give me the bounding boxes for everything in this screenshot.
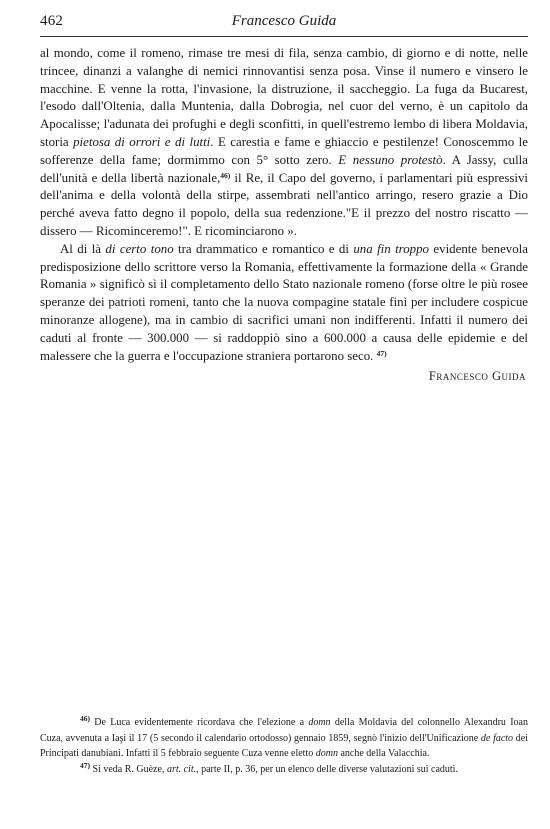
text-run: tra drammatico e romantico e di	[173, 241, 354, 256]
footnote-47	[40, 762, 528, 778]
header-rule	[40, 36, 528, 37]
author-signature: Francesco Guida	[428, 369, 526, 384]
footnote-marker: 47)	[80, 760, 90, 770]
text-run: al mondo, come il romeno, rimase tre mesi di fila, senza cambio, di giorno e di notte, nelle trincee, dinanzi a valanghe di nemici rinnovantisi senza posa. Vinse il numero e vinsero le macchine. E venne la rotta, l'invasione, la distruzione, il saccheggio. La fuga da Bucarest, l'esodo dall'Oltenia, dalla Muntenia, dalla Dobrogia, nel cuor del verno, è un capitolo da Apocalisse; l'adunata dei profughi e degli sconfitti, in quell'estremo lembo di libera Moldavia, storia	[40, 46, 528, 149]
text-run: della Moldavia del colonnello Alexandru Ioan Cuza, avvenuta a Iaşi il 17 (5 secondo il calendario ortodosso) gennaio 1859, segnò l'inizio dell'Unificazione	[40, 717, 528, 744]
text-run: Al di là	[60, 241, 106, 256]
page-number: 462	[40, 13, 64, 29]
italic-run: E nessuno protestò	[338, 152, 443, 167]
italic-run: domn	[315, 748, 338, 760]
italic-run: pietosa di orrori e di lutti	[73, 134, 211, 149]
text-run: anche della Valacchia.	[337, 748, 430, 760]
italic-run: art. cit.	[166, 763, 197, 775]
footnote-46	[40, 715, 528, 762]
footnote-marker: 46)	[80, 714, 90, 723]
paragraph-1	[40, 45, 528, 241]
footnote-ref-46[interactable]: 46)	[220, 170, 231, 180]
italic-run: di certo tono	[105, 241, 174, 256]
text-run: Si veda R. Guèze,	[90, 763, 167, 775]
text-run: dei Principati danubiani. Infatti il 5 febbraio seguente Cuza venne eletto	[40, 732, 528, 760]
italic-run: de facto	[480, 732, 514, 744]
running-head: Francesco Guida	[231, 13, 337, 29]
text-run: , parte II, p. 36, per un elenco delle diverse valutazioni sui caduti.	[196, 763, 458, 775]
italic-run: una fin troppo	[353, 241, 429, 256]
italic-run: domn	[308, 717, 331, 728]
footnote-ref-47[interactable]: 47)	[376, 348, 387, 358]
text-run: . E carestia e fame e ghiaccio e pestilenze! Conoscemmo le sofferenze della fame; dormimmo con 5° sotto zero.	[40, 134, 528, 167]
text-run: il Re, il Capo del governo, i parlamentari più espressivi dell'anima e della volontà della stirpe, assembrati nell'antico arringo, resero grazie a Dio perché aveva fatto degno il popolo, della sua redenzione."E il prezzo del nostro riscatto — dissero — Ricominceremo!". E ricominciarono ».	[40, 170, 529, 238]
text-run: . A Jassy, culla dell'unità e della libertà nazionale,	[40, 152, 528, 185]
text-run: De Luca evidentemente ricordava che l'elezione a	[90, 717, 309, 728]
page-header	[40, 13, 528, 37]
text-run: evidente benevola predisposizione dello scrittore verso la Romania, effettivamente la formazione della « Grande Romania » significò sì il completamento dello Stato nazionale romeno (forse oltre le più rosee speranze dei patrioti romeni, tanto che la nuova compagine statale finì per includere cospicue minoranze allogene), ma in cambio di sacrifici umani non indifferenti. Infatti il numero dei caduti al fronte — 300.000 — si raddoppiò sino a 600.000 a causa delle epidemie e del malessere che la guerra e l'occupazione straniera portarono seco.	[40, 241, 528, 363]
main-text	[40, 45, 528, 386]
footnotes	[40, 715, 528, 777]
paragraph-2	[40, 241, 528, 366]
